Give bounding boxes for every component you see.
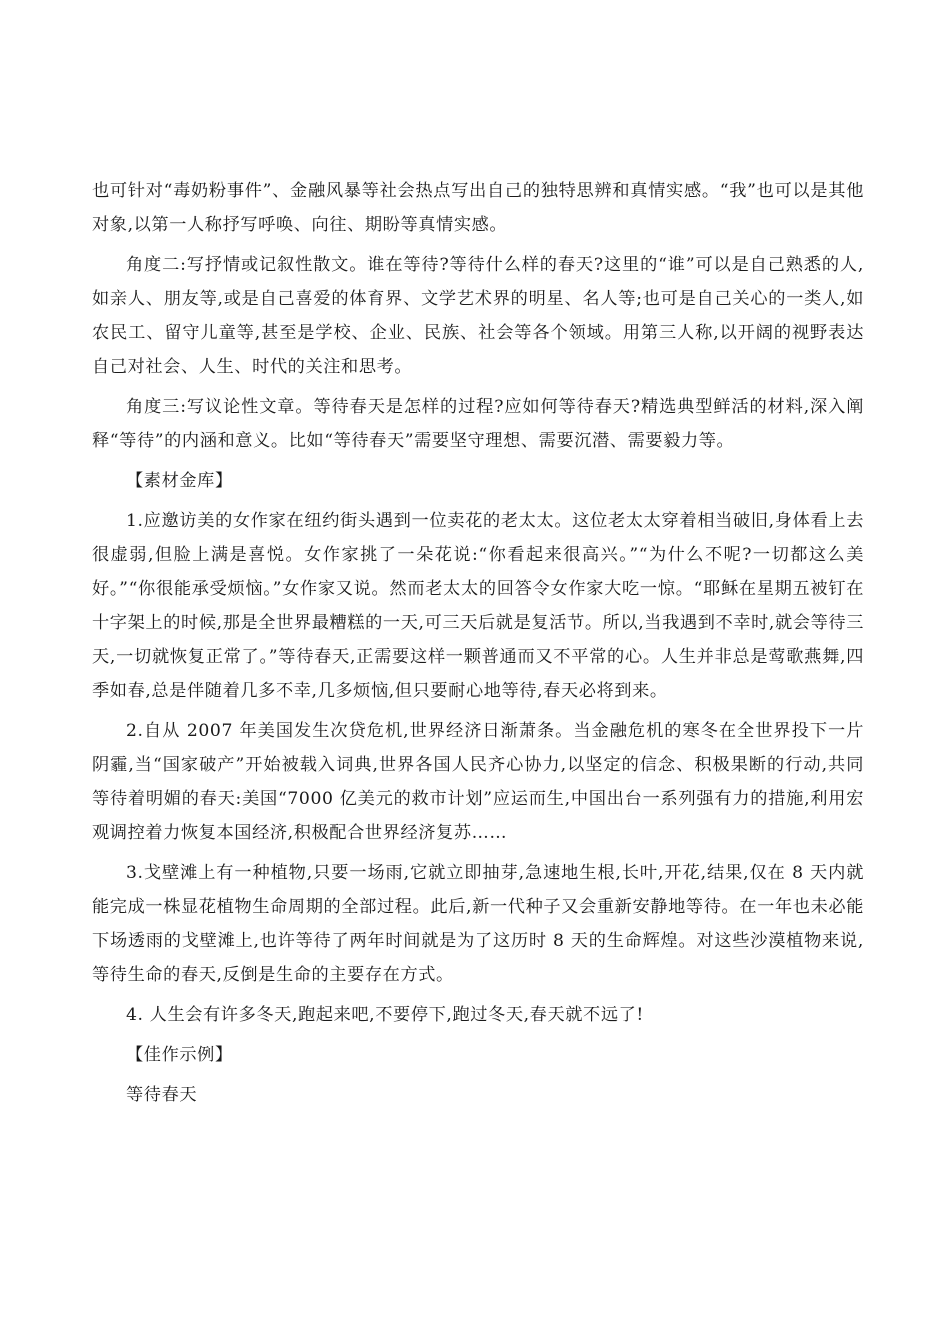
document-page xyxy=(92,174,864,1118)
paragraph-material-1: 1.应邀访美的女作家在纽约街头遇到一位卖花的老太太。这位老太太穿着相当破旧,身体看上去很虚弱,但脸上满是喜悦。女作家挑了一朵花说:“你看起来很高兴。”“为什么不呢?一切都这么美好。”“你很能承受烦恼。”女作家又说。然而老太太的回答令女作家大吃一惊。“耶稣在星期五被钉在十字架上的时候,那是全世界最糟糕的一天,可三天后就是复活节。所以,当我遇到不幸时,就会等待三天,一切就恢复正常了。”等待春天,正需要这样一颗普通而又不平常的心。人生并非总是莺歌燕舞,四季如春,总是伴随着几多不幸,几多烦恼,但只要耐心地等待,春天必将到来。 xyxy=(92,511,864,701)
paragraph-topic-intro: 也可针对“毒奶粉事件”、金融风暴等社会热点写出自己的独特思辨和真情实感。“我”也可以是其他对象,以第一人称抒写呼唤、向往、期盼等真情实感。 xyxy=(92,181,864,235)
paragraph-material-3: 3.戈壁滩上有一种植物,只要一场雨,它就立即抽芽,急速地生根,长叶,开花,结果,仅在 8 天内就能完成一株显花植物生命周期的全部过程。此后,新一代种子又会重新安静地等待。在一年也未必能下场透雨的戈壁滩上,也许等待了两年时间就是为了这历时 8 天的生命辉煌。对这些沙漠植物来说,等待生命的春天,反倒是生命的主要存在方式。 xyxy=(92,863,864,985)
section-heading-material: 【素材金库】 xyxy=(126,471,233,491)
paragraph-material-4: 4. 人生会有许多冬天,跑起来吧,不要停下,跑过冬天,春天就不远了! xyxy=(126,1005,644,1025)
paragraph-angle-three: 角度三:写议论性文章。等待春天是怎样的过程?应如何等待春天?精选典型鲜活的材料,深入阐释“等待”的内涵和意义。比如“等待春天”需要坚守理想、需要沉潜、需要毅力等。 xyxy=(92,397,864,451)
paragraph-angle-two: 角度二:写抒情或记叙性散文。谁在等待?等待什么样的春天?这里的“谁”可以是自己熟悉的人,如亲人、朋友等,或是自己喜爱的体育界、文学艺术界的明星、名人等;也可是自己关心的一类人,如农民工、留守儿童等,甚至是学校、企业、民族、社会等各个领域。用第三人称,以开阔的视野表达自己对社会、人生、时代的关注和思考。 xyxy=(92,255,864,377)
section-heading-example: 【佳作示例】 xyxy=(126,1045,233,1065)
paragraph-material-2: 2.自从 2007 年美国发生次贷危机,世界经济日渐萧条。当金融危机的寒冬在全世界投下一片阴霾,当“国家破产”开始被载入词典,世界各国人民齐心协力,以坚定的信念、积极果断的行动,共同等待着明媚的春天:美国“7000 亿美元的救市计划”应运而生,中国出台一系列强有力的措施,利用宏观调控着力恢复本国经济,积极配合世界经济复苏…… xyxy=(92,721,864,843)
example-essay-title: 等待春天 xyxy=(126,1085,198,1105)
